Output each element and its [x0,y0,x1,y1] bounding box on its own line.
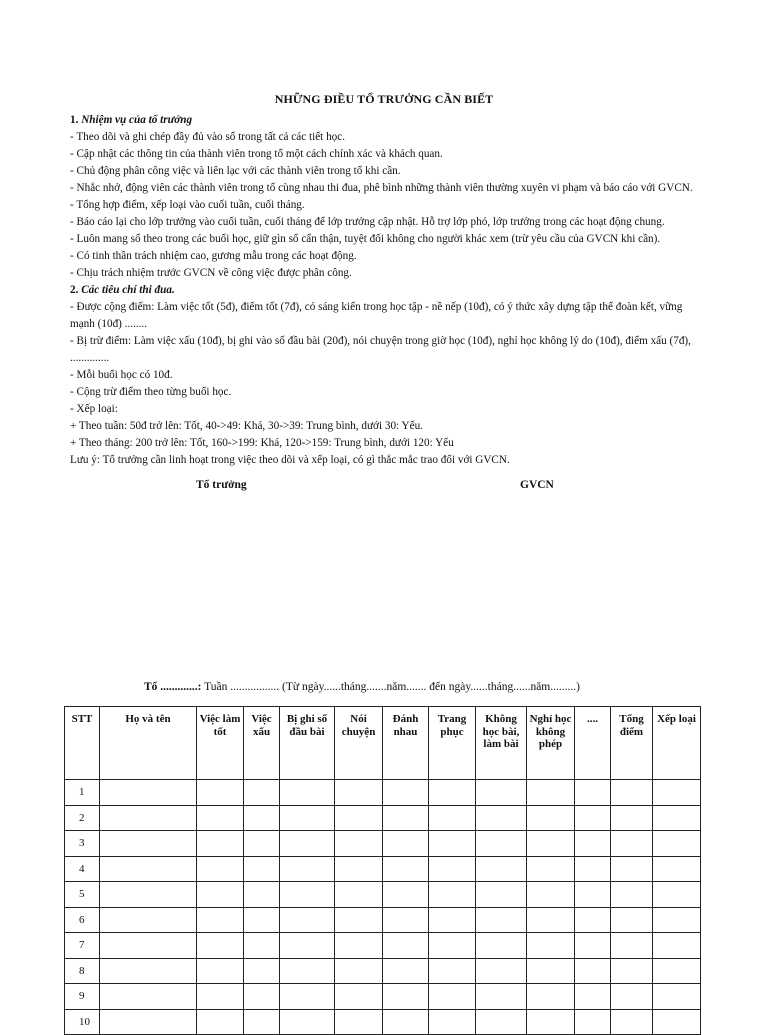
table-cell[interactable] [244,1009,280,1035]
table-cell[interactable] [611,907,653,933]
table-cell[interactable] [383,882,429,908]
column-header: Xếp loại [653,707,701,780]
column-header: Đánh nhau [383,707,429,780]
column-header: Việc làm tốt [197,707,244,780]
section-2-title: Các tiêu chí thi đua. [81,284,175,296]
section-2-number: 2. [70,284,79,296]
table-cell[interactable] [100,1009,197,1035]
score-table [64,706,701,1035]
table-cell[interactable] [280,933,335,959]
table-cell[interactable] [476,984,527,1010]
column-header: Họ và tên [100,707,197,780]
table-cell[interactable] [244,958,280,984]
table-cell[interactable] [653,856,701,882]
table-cell[interactable] [100,805,197,831]
week-date-range: Tuần ................. (Từ ngày......tháng.......năm....... đến ngày......tháng......năm.........) [201,681,580,693]
table-row [65,780,701,806]
table-cell[interactable] [197,882,244,908]
row-number: 8 [65,958,100,984]
table-cell[interactable] [429,780,476,806]
table-cell[interactable] [280,907,335,933]
table-cell[interactable] [575,933,611,959]
table-cell[interactable] [611,958,653,984]
section1-item: - Luôn mang sổ theo trong các buổi học, giữ gìn sổ cẩn thận, tuyệt đối không cho người khác xem (trừ yêu cầu của GVCN khi cần). [70,233,661,245]
column-header: Nói chuyện [335,707,383,780]
week-line [144,681,580,693]
row-number: 1 [65,780,100,806]
table-cell[interactable] [335,882,383,908]
table-cell[interactable] [476,856,527,882]
section-2-list [70,299,702,452]
table-cell[interactable] [383,907,429,933]
table-cell[interactable] [429,933,476,959]
table-cell[interactable] [476,958,527,984]
table-cell[interactable] [197,933,244,959]
signature-team-leader: Tổ trưởng [196,479,247,491]
table-cell[interactable] [335,958,383,984]
table-cell[interactable] [429,856,476,882]
section2-item: + Theo tháng: 200 trở lên: Tốt, 160->199: Khá, 120->159: Trung bình, dưới 120: Yếu [70,437,454,449]
table-cell[interactable] [429,1009,476,1035]
column-header: Không học bài, làm bài [476,707,527,780]
table-cell[interactable] [429,958,476,984]
table-cell[interactable] [280,984,335,1010]
table-cell[interactable] [383,805,429,831]
section1-item: - Theo dõi và ghi chép đầy đủ vào sổ trong tất cả các tiết học. [70,131,346,143]
table-row [65,1009,701,1035]
table-cell[interactable] [611,805,653,831]
table-cell[interactable] [244,907,280,933]
team-label: Tổ .............: [144,681,202,693]
column-header: Việc xấu [244,707,280,780]
table-cell[interactable] [611,933,653,959]
table-row [65,805,701,831]
table-cell[interactable] [100,933,197,959]
table-cell[interactable] [280,805,335,831]
table-cell[interactable] [611,1009,653,1035]
section2-item: + Theo tuần: 50đ trở lên: Tốt, 40->49: Khá, 30->39: Trung bình, dưới 30: Yếu. [70,420,423,432]
table-cell[interactable] [611,984,653,1010]
table-cell[interactable] [527,933,575,959]
table-cell[interactable] [383,856,429,882]
table-cell[interactable] [476,882,527,908]
table-cell[interactable] [335,907,383,933]
table-cell[interactable] [429,882,476,908]
section2-item: - Cộng trừ điểm theo từng buổi học. [70,386,232,398]
row-number: 10 [65,1009,100,1035]
section2-item: - Mỗi buổi học có 10đ. [70,369,173,381]
table-cell[interactable] [100,958,197,984]
page-title: NHỮNG ĐIỀU TỔ TRƯỞNG CẦN BIẾT [274,92,494,106]
table-cell[interactable] [527,907,575,933]
table-row [65,984,701,1010]
table-cell[interactable] [100,882,197,908]
table-cell[interactable] [527,882,575,908]
column-header: STT [65,707,100,780]
table-cell[interactable] [100,984,197,1010]
table-cell[interactable] [429,984,476,1010]
section2-item: - Được cộng điểm: Làm việc tốt (5đ), điểm tốt (7đ), có sáng kiến trong học tập - nề nếp (10đ), có ý thức xây dựng tập thể đoàn kết, vững mạnh (10đ) ........ [70,301,683,330]
section1-item: - Chịu trách nhiệm trước GVCN về công việc được phân công. [70,267,352,279]
note-text: Lưu ý: Tổ trưởng cần linh hoạt trong việc theo dõi và xếp loại, có gì thắc mắc trao đổi với GVCN. [70,454,510,466]
table-cell[interactable] [280,882,335,908]
table-cell[interactable] [383,831,429,857]
table-cell[interactable] [429,831,476,857]
table-cell[interactable] [575,805,611,831]
table-cell[interactable] [575,1009,611,1035]
table-cell[interactable] [280,958,335,984]
table-row [65,933,701,959]
column-header: .... [575,707,611,780]
table-cell[interactable] [244,831,280,857]
table-cell[interactable] [197,907,244,933]
table-cell[interactable] [653,882,701,908]
row-number: 5 [65,882,100,908]
row-number: 2 [65,805,100,831]
section1-item: - Cập nhật các thông tin của thành viên trong tổ một cách chính xác và khách quan. [70,148,443,160]
table-cell[interactable] [280,1009,335,1035]
table-cell[interactable] [335,933,383,959]
table-cell[interactable] [280,856,335,882]
table-cell[interactable] [335,1009,383,1035]
table-cell[interactable] [100,907,197,933]
table-cell[interactable] [244,933,280,959]
table-cell[interactable] [653,1009,701,1035]
table-cell[interactable] [280,780,335,806]
table-cell[interactable] [383,933,429,959]
row-number: 6 [65,907,100,933]
table-cell[interactable] [611,882,653,908]
table-cell[interactable] [197,856,244,882]
table-cell[interactable] [383,958,429,984]
document-body [70,112,702,469]
table-cell[interactable] [197,984,244,1010]
table-body [65,780,701,1035]
column-header: Bị ghi sổ đầu bài [280,707,335,780]
table-cell[interactable] [476,805,527,831]
table-cell[interactable] [476,1009,527,1035]
table-cell[interactable] [335,780,383,806]
section1-item: - Chủ động phân công việc và liên lạc với các thành viên trong tổ khi cần. [70,165,401,177]
signature-homeroom-teacher: GVCN [520,479,554,491]
table-cell[interactable] [197,958,244,984]
section1-item: - Báo cáo lại cho lớp trưởng vào cuối tuần, cuối tháng để lớp trưởng cập nhật. Hỗ trợ lớp phó, lớp trưởng trong các hoạt động chung. [70,216,665,228]
table-cell[interactable] [383,984,429,1010]
table-cell[interactable] [335,984,383,1010]
table-cell[interactable] [476,907,527,933]
table-cell[interactable] [575,780,611,806]
section-2-heading [70,282,702,299]
table-cell[interactable] [653,780,701,806]
table-cell[interactable] [476,831,527,857]
table-cell[interactable] [653,958,701,984]
table-cell[interactable] [429,805,476,831]
table-cell[interactable] [575,831,611,857]
table-cell[interactable] [280,831,335,857]
table-cell[interactable] [575,856,611,882]
table-cell[interactable] [653,933,701,959]
table-cell[interactable] [197,780,244,806]
table-cell[interactable] [100,780,197,806]
table-header-row [65,707,701,780]
section2-item: - Bị trừ điểm: Làm việc xấu (10đ), bị ghi vào sổ đầu bài (20đ), nói chuyện trong giờ học (10đ), nghỉ học không lý do (10đ), điểm xấu (7đ), .............. [70,335,691,364]
table-cell[interactable] [575,958,611,984]
table-cell[interactable] [100,831,197,857]
section1-item: - Nhắc nhở, động viên các thành viên trong tổ cùng nhau thi đua, phê bình những thành viên thường xuyên vi phạm và báo cáo với GVCN. [70,182,693,194]
table-cell[interactable] [197,1009,244,1035]
table-cell[interactable] [575,882,611,908]
table-cell[interactable] [244,780,280,806]
table-cell[interactable] [244,984,280,1010]
column-header: Tổng điểm [611,707,653,780]
table-cell[interactable] [335,856,383,882]
table-cell[interactable] [653,984,701,1010]
table-cell[interactable] [527,984,575,1010]
column-header: Trang phục [429,707,476,780]
section-1-number: 1. [70,114,79,126]
section-1-list [70,129,702,282]
table-cell[interactable] [429,907,476,933]
row-number: 4 [65,856,100,882]
row-number: 7 [65,933,100,959]
table-cell[interactable] [653,805,701,831]
table-cell[interactable] [244,856,280,882]
table-cell[interactable] [611,780,653,806]
table-cell[interactable] [527,856,575,882]
table-row [65,882,701,908]
table-row [65,856,701,882]
row-number: 9 [65,984,100,1010]
table-cell[interactable] [335,805,383,831]
table-cell[interactable] [197,805,244,831]
section-1-title: Nhiệm vụ của tổ trưởng [81,114,193,126]
table-cell[interactable] [476,780,527,806]
table-cell[interactable] [527,805,575,831]
table-cell[interactable] [383,780,429,806]
table-row [65,958,701,984]
table-cell[interactable] [244,882,280,908]
table-cell[interactable] [100,856,197,882]
row-number: 3 [65,831,100,857]
table-cell[interactable] [527,1009,575,1035]
table-cell[interactable] [476,933,527,959]
table-cell[interactable] [383,1009,429,1035]
table-cell[interactable] [335,831,383,857]
column-header: Nghỉ học không phép [527,707,575,780]
table-cell[interactable] [611,856,653,882]
section2-item: - Xếp loại: [70,403,118,415]
section1-item: - Có tinh thần trách nhiệm cao, gương mẫu trong các hoạt động. [70,250,357,262]
table-cell[interactable] [611,831,653,857]
table-cell[interactable] [244,805,280,831]
table-cell[interactable] [653,831,701,857]
table-cell[interactable] [575,907,611,933]
table-cell[interactable] [575,984,611,1010]
table-row [65,907,701,933]
table-cell[interactable] [527,831,575,857]
table-cell[interactable] [527,958,575,984]
section-1-heading [70,112,702,129]
table-cell[interactable] [527,780,575,806]
table-cell[interactable] [197,831,244,857]
table-row [65,831,701,857]
section1-item: - Tổng hợp điểm, xếp loại vào cuối tuần, cuối tháng. [70,199,305,211]
table-cell[interactable] [653,907,701,933]
